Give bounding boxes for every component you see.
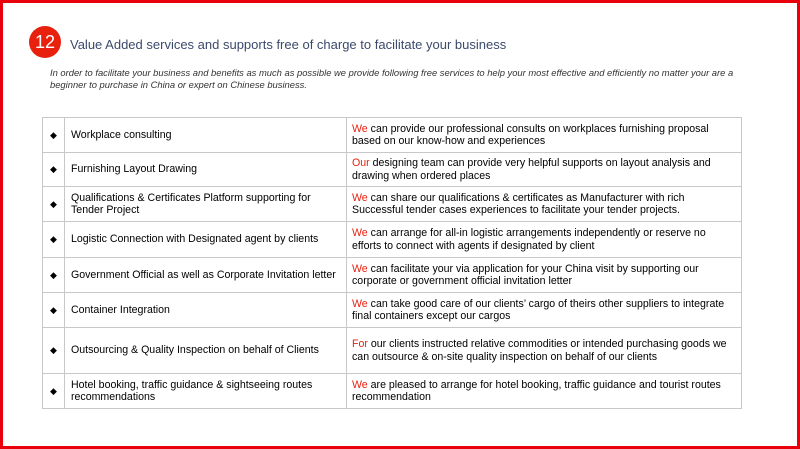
bullet-icon: ◆ — [43, 293, 65, 328]
table-row — [43, 374, 742, 409]
table-row — [43, 258, 742, 293]
service-description — [347, 374, 742, 409]
description-lead: We — [352, 227, 368, 239]
service-name: Logistic Connection with Designated agent by clients — [65, 222, 347, 258]
bullet-icon: ◆ — [43, 153, 65, 187]
service-description — [347, 153, 742, 187]
service-name: Qualifications & Certificates Platform supporting for Tender Project — [65, 187, 347, 222]
description-text: our clients instructed relative commodities or intended purchasing goods we can outsource & on-site quality inspection on behalf of our clients — [352, 338, 727, 363]
service-description — [347, 293, 742, 328]
services-table — [42, 117, 742, 409]
description-lead: We — [352, 122, 368, 135]
service-description — [347, 258, 742, 293]
bullet-icon: ◆ — [43, 187, 65, 222]
service-name: Hotel booking, traffic guidance & sightseeing routes recommendations — [65, 374, 347, 409]
bullet-icon: ◆ — [43, 328, 65, 374]
table-row — [43, 293, 742, 328]
description-text: can facilitate your via application for your China visit by supporting our corporate or government official invitation letter — [352, 262, 699, 287]
description-lead: Our — [352, 157, 370, 169]
section-title: Value Added services and supports free of charge to facilitate your business — [70, 37, 507, 52]
description-lead: We — [352, 262, 368, 275]
service-name: Container Integration — [65, 293, 347, 328]
service-name: Outsourcing & Quality Inspection on behalf of Clients — [65, 328, 347, 374]
description-text: can provide our professional consults on workplaces furnishing proposal based on our know-how and experiences — [352, 122, 709, 147]
description-text: designing team can provide very helpful supports on layout analysis and drawing when ordered places — [352, 157, 711, 182]
section-number-badge: 12 — [29, 26, 61, 58]
service-description — [347, 187, 742, 222]
table-row — [43, 328, 742, 374]
description-text: can take good care of our clients’ cargo of theirs other suppliers to integrate final containers except our cargos — [352, 297, 725, 322]
table-row — [43, 222, 742, 258]
service-description — [347, 222, 742, 258]
bullet-icon: ◆ — [43, 118, 65, 153]
service-name: Workplace consulting — [65, 118, 347, 153]
intro-paragraph: In order to facilitate your business and benefits as much as possible we provide following free services to help your most effective and efficiently no matter your are a beginner to purchase in China or expert on Chinese business. — [50, 67, 734, 90]
description-text: are pleased to arrange for hotel booking, traffic guidance and tourist routes recommendation — [352, 378, 721, 403]
table-row — [43, 153, 742, 187]
description-text: can arrange for all-in logistic arrangements independently or reserve no efforts to connect with agents if designated by client — [352, 227, 706, 252]
bullet-icon: ◆ — [43, 374, 65, 409]
service-description — [347, 118, 742, 153]
description-text: can share our qualifications & certificates as Manufacturer with rich Successful tender cases experiences to facilitate your tender projects. — [352, 191, 685, 216]
table-row — [43, 187, 742, 222]
bullet-icon: ◆ — [43, 258, 65, 293]
description-lead: For — [352, 338, 368, 350]
table-row — [43, 118, 742, 153]
description-lead: We — [352, 378, 368, 391]
description-lead: We — [352, 297, 368, 310]
service-name: Government Official as well as Corporate Invitation letter — [65, 258, 347, 293]
service-name: Furnishing Layout Drawing — [65, 153, 347, 187]
description-lead: We — [352, 191, 368, 204]
service-description — [347, 328, 742, 374]
bullet-icon: ◆ — [43, 222, 65, 258]
